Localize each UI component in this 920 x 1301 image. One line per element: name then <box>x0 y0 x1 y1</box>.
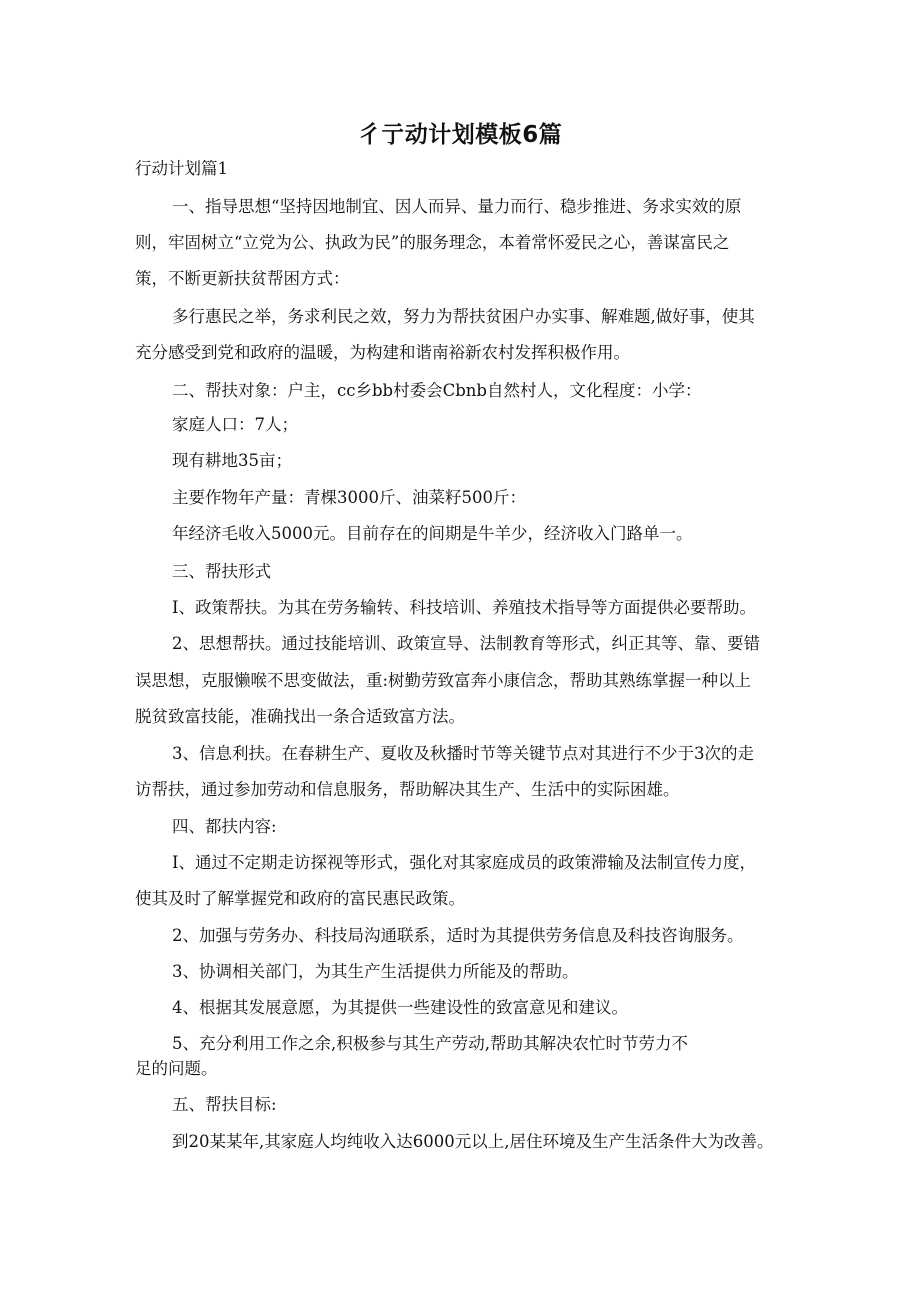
paragraph-line: 现有耕地35亩； <box>172 451 292 470</box>
paragraph-line: 3、协调相关部门，为其生产生活提供力所能及的帮助。 <box>172 962 579 981</box>
paragraph-line: I、通过不定期走访探视等形式，强化对其家庭成员的政策滞输及法制宣传力度， <box>172 853 757 872</box>
paragraph-line: 策，不断更新扶贫帮困方式： <box>135 269 350 288</box>
section-heading: 四、都扶内容: <box>172 817 277 836</box>
paragraph-line: 年经济毛收入5000元。目前存在的间期是牛羊少，经济收入门路单一。 <box>172 524 693 543</box>
paragraph-line: 2、加强与劳务办、科技局沟通联系，适时为其提供劳务信息及科技咨询服务。 <box>172 926 744 945</box>
paragraph-line: 多行惠民之举，务求利民之效，努力为帮扶贫困户办实事、解难题,做好事，使其 <box>172 307 755 326</box>
paragraph-line: 充分感受到党和政府的温暖，为构建和谐南裕新农村发挥积极作用。 <box>135 343 630 362</box>
document-title: 彳亍动计划模板6篇 <box>357 122 563 148</box>
section-heading: 五、帮扶目标: <box>172 1095 277 1114</box>
section-heading: 行动计划篇1 <box>135 159 228 178</box>
paragraph-line: 访帮扶，通过参加劳动和信息服务，帮助解决其生产、生活中的实际困雄。 <box>135 780 680 799</box>
paragraph-line: 误思想，克服懒喉不思变做法，重:树勤劳致富奔小康信念，帮助其熟练掌握一种以上 <box>135 671 752 690</box>
paragraph-line: 到20某某年,其家庭人均纯收入达6000元以上,居住环境及生产生活条件大为改善。 <box>172 1132 774 1151</box>
paragraph-line: I、政策帮扶。为其在劳务输转、科技培训、养殖技术指导等方面提供必要帮助。 <box>172 598 757 617</box>
paragraph-line: 4、根据其发展意愿，为其提供一些建设性的致富意见和建议。 <box>172 998 628 1017</box>
paragraph-line: 2、思想帮扶。通过技能培训、政策宣导、法制教育等形式，纠正其等、靠、要错 <box>172 634 760 653</box>
paragraph-line: 二、帮扶对象：户主，cc乡bb村委会Cbnb自然村人，文化程度：小学： <box>172 381 702 400</box>
paragraph-line: 足的问题。 <box>135 1059 218 1078</box>
paragraph-line: 5、充分利用工作之余,积极参与其生产劳动,帮助其解决农忙时节劳力不 <box>172 1034 688 1053</box>
paragraph-line: 脱贫致富技能，准确找出一条合适致富方法。 <box>135 707 465 726</box>
paragraph-line: 家庭人口：7人； <box>172 415 298 434</box>
paragraph-line: 主要作物年产量：青棵3000斤、油菜籽500斤： <box>172 488 526 507</box>
paragraph-line: 3、信息利扶。在春耕生产、夏收及秋播时节等关键节点对其进行不少于3次的走 <box>172 744 754 763</box>
paragraph-line: 使其及时了解掌握党和政府的富民惠民政策。 <box>135 889 465 908</box>
paragraph-line: 一、指导思想“坚持因地制宜、因人而异、量力而行、稳步推进、务求实效的原 <box>172 197 742 216</box>
section-heading: 三、帮扶形式 <box>172 562 271 581</box>
paragraph-line: 则，牢固树立“立党为公、执政为民”的服务理念，本着常怀爱民之心，善谋富民之 <box>135 233 730 252</box>
